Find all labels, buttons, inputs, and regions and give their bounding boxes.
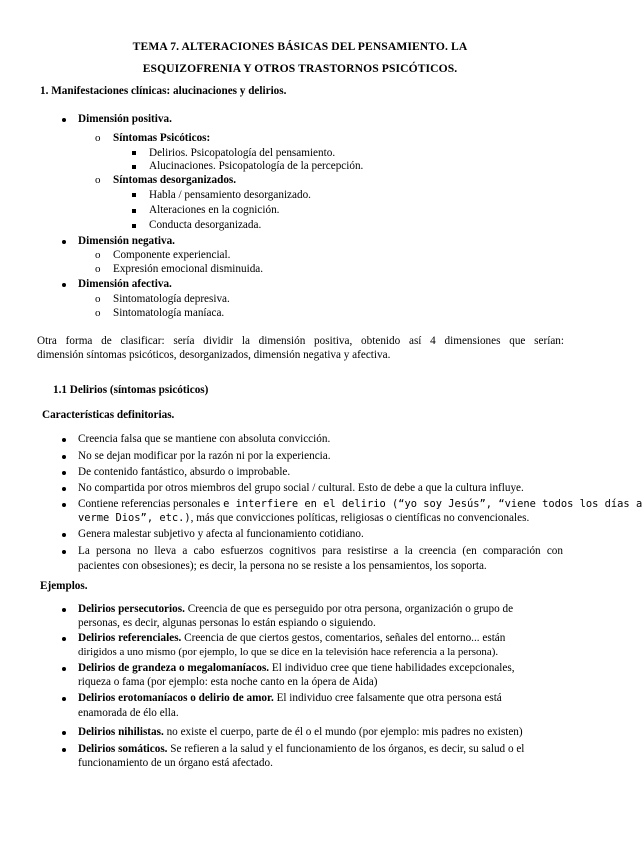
bullet-icon <box>62 667 66 671</box>
bullet-icon <box>62 471 66 475</box>
negative-dimension-label: Dimensión negativa. <box>78 235 175 247</box>
example-continuation: dirigidos a uno mismo (por ejemplo, lo que se dice en la televisión hace referencia a la persona). <box>78 646 499 658</box>
bullet-icon <box>62 118 66 122</box>
circle-bullet-icon: o <box>95 307 101 319</box>
bullet-icon <box>62 438 66 442</box>
bullet-icon <box>62 283 66 287</box>
list-item-continuation: pacientes con obsesiones); es decir, la persona no se resiste a los pensamientos, los soporta. <box>78 560 487 572</box>
example-term: Delirios somáticos. <box>78 743 168 755</box>
handwritten-text: verme Dios”, etc.) <box>78 512 191 524</box>
list-item: Habla / pensamiento desorganizado. <box>149 189 311 201</box>
bullet-icon <box>62 697 66 701</box>
example-text: El individuo cree que tiene habilidades excepcionales, <box>269 662 515 674</box>
example-item <box>78 691 502 705</box>
square-bullet-icon <box>132 193 136 197</box>
section1-heading: 1. Manifestaciones clínicas: alucinaciones y delirios. <box>40 85 287 97</box>
example-term: Delirios persecutorios. <box>78 603 185 615</box>
list-item: Delirios. Psicopatología del pensamiento. <box>149 147 336 159</box>
list-item: Genera malestar subjetivo y afecta al funcionamiento cotidiano. <box>78 528 364 540</box>
circle-bullet-icon: o <box>95 174 101 186</box>
psychotic-symptoms-label: Síntomas Psicóticos: <box>113 132 211 144</box>
list-item: Conducta desorganizada. <box>149 219 262 231</box>
example-text: Creencia de que ciertos gestos, comentarios, señales del entorno... están <box>181 632 506 644</box>
bullet-icon <box>62 503 66 507</box>
list-item-text: Contiene referencias personales <box>78 498 224 510</box>
example-continuation: enamorada de élo ella. <box>78 707 179 719</box>
example-item <box>78 725 523 739</box>
list-item: Alteraciones en la cognición. <box>149 204 280 216</box>
positive-dimension-label: Dimensión positiva. <box>78 113 172 125</box>
list-item: La persona no lleva a cabo esfuerzos cognitivos para resistirse a la creencia (en comparación con <box>78 545 563 557</box>
example-item <box>78 631 505 645</box>
square-bullet-icon <box>132 224 136 228</box>
list-item: No compartida por otros miembros del grupo social / cultural. Esto de debe a que la cultura influye. <box>78 482 524 494</box>
example-text: El individuo cree falsamente que otra persona está <box>273 692 502 704</box>
classification-paragraph-line1: Otra forma de clasificar: sería dividir la dimensión positiva, obtenido así 4 dimensiones que serían: <box>37 335 564 347</box>
bullet-icon <box>62 550 66 554</box>
disorganized-symptoms-label: Síntomas desorganizados. <box>113 174 237 186</box>
circle-bullet-icon: o <box>95 132 101 144</box>
square-bullet-icon <box>132 209 136 213</box>
example-continuation: funcionamiento de un órgano está afectado. <box>78 757 273 769</box>
list-item: Creencia falsa que se mantiene con absoluta convicción. <box>78 433 331 445</box>
list-item: De contenido fantástico, absurdo o improbable. <box>78 466 291 478</box>
classification-paragraph-line2: dimensión síntomas psicóticos, desorganizados, dimensión negativa y afectiva. <box>37 349 391 361</box>
document-title-line2: ESQUIZOFRENIA Y OTROS TRASTORNOS PSICÓTICOS. <box>142 62 458 75</box>
characteristics-heading: Características definitorias. <box>42 409 175 421</box>
example-term: Delirios referenciales. <box>78 632 182 644</box>
example-text: no existe el cuerpo, parte de él o el mundo (por ejemplo: mis padres no existen) <box>163 726 523 738</box>
example-text: Se refieren a la salud y el funcionamiento de los órganos, es decir, su salud o el <box>167 743 525 755</box>
list-item: Alucinaciones. Psicopatología de la percepción. <box>149 160 364 172</box>
example-term: Delirios erotomaníacos o delirio de amor. <box>78 692 274 704</box>
example-text: Creencia de que es perseguido por otra persona, organización o grupo de <box>184 603 514 615</box>
list-item: Componente experiencial. <box>113 249 231 261</box>
circle-bullet-icon: o <box>95 293 101 305</box>
list-item-continuation <box>78 511 529 525</box>
example-term: Delirios de grandeza o megalomaníacos. <box>78 662 270 674</box>
handwritten-text: e interfiere en el delirio (“yo soy Jesús”, “viene todos los días a <box>223 498 642 510</box>
example-term: Delirios nihilistas. <box>78 726 164 738</box>
square-bullet-icon <box>132 165 136 169</box>
example-item <box>78 661 515 675</box>
document-title-line1: TEMA 7. ALTERACIONES BÁSICAS DEL PENSAMIENTO. LA <box>132 40 468 53</box>
list-item <box>78 497 642 511</box>
examples-heading: Ejemplos. <box>40 580 88 592</box>
bullet-icon <box>62 748 66 752</box>
list-item-text: , más que convicciones políticas, religiosas o científicas no convencionales. <box>190 512 530 524</box>
bullet-icon <box>62 533 66 537</box>
example-item <box>78 742 524 756</box>
circle-bullet-icon: o <box>95 263 101 275</box>
bullet-icon <box>62 637 66 641</box>
square-bullet-icon <box>132 151 136 155</box>
bullet-icon <box>62 240 66 244</box>
list-item: Sintomatología maníaca. <box>113 307 225 319</box>
section11-heading: 1.1 Delirios (síntomas psicóticos) <box>53 384 209 396</box>
affective-dimension-label: Dimensión afectiva. <box>78 278 172 290</box>
list-item: Sintomatología depresiva. <box>113 293 230 305</box>
example-continuation: riqueza o fama (por ejemplo: esta noche canto en la ópera de Aida) <box>78 676 378 688</box>
list-item: Expresión emocional disminuida. <box>113 263 264 275</box>
bullet-icon <box>62 608 66 612</box>
bullet-icon <box>62 731 66 735</box>
list-item: No se dejan modificar por la razón ni por la experiencia. <box>78 450 331 462</box>
bullet-icon <box>62 487 66 491</box>
bullet-icon <box>62 455 66 459</box>
example-item <box>78 602 513 616</box>
circle-bullet-icon: o <box>95 249 101 261</box>
example-continuation: personas, es decir, algunas personas lo están espiando o siguiendo. <box>78 617 376 629</box>
